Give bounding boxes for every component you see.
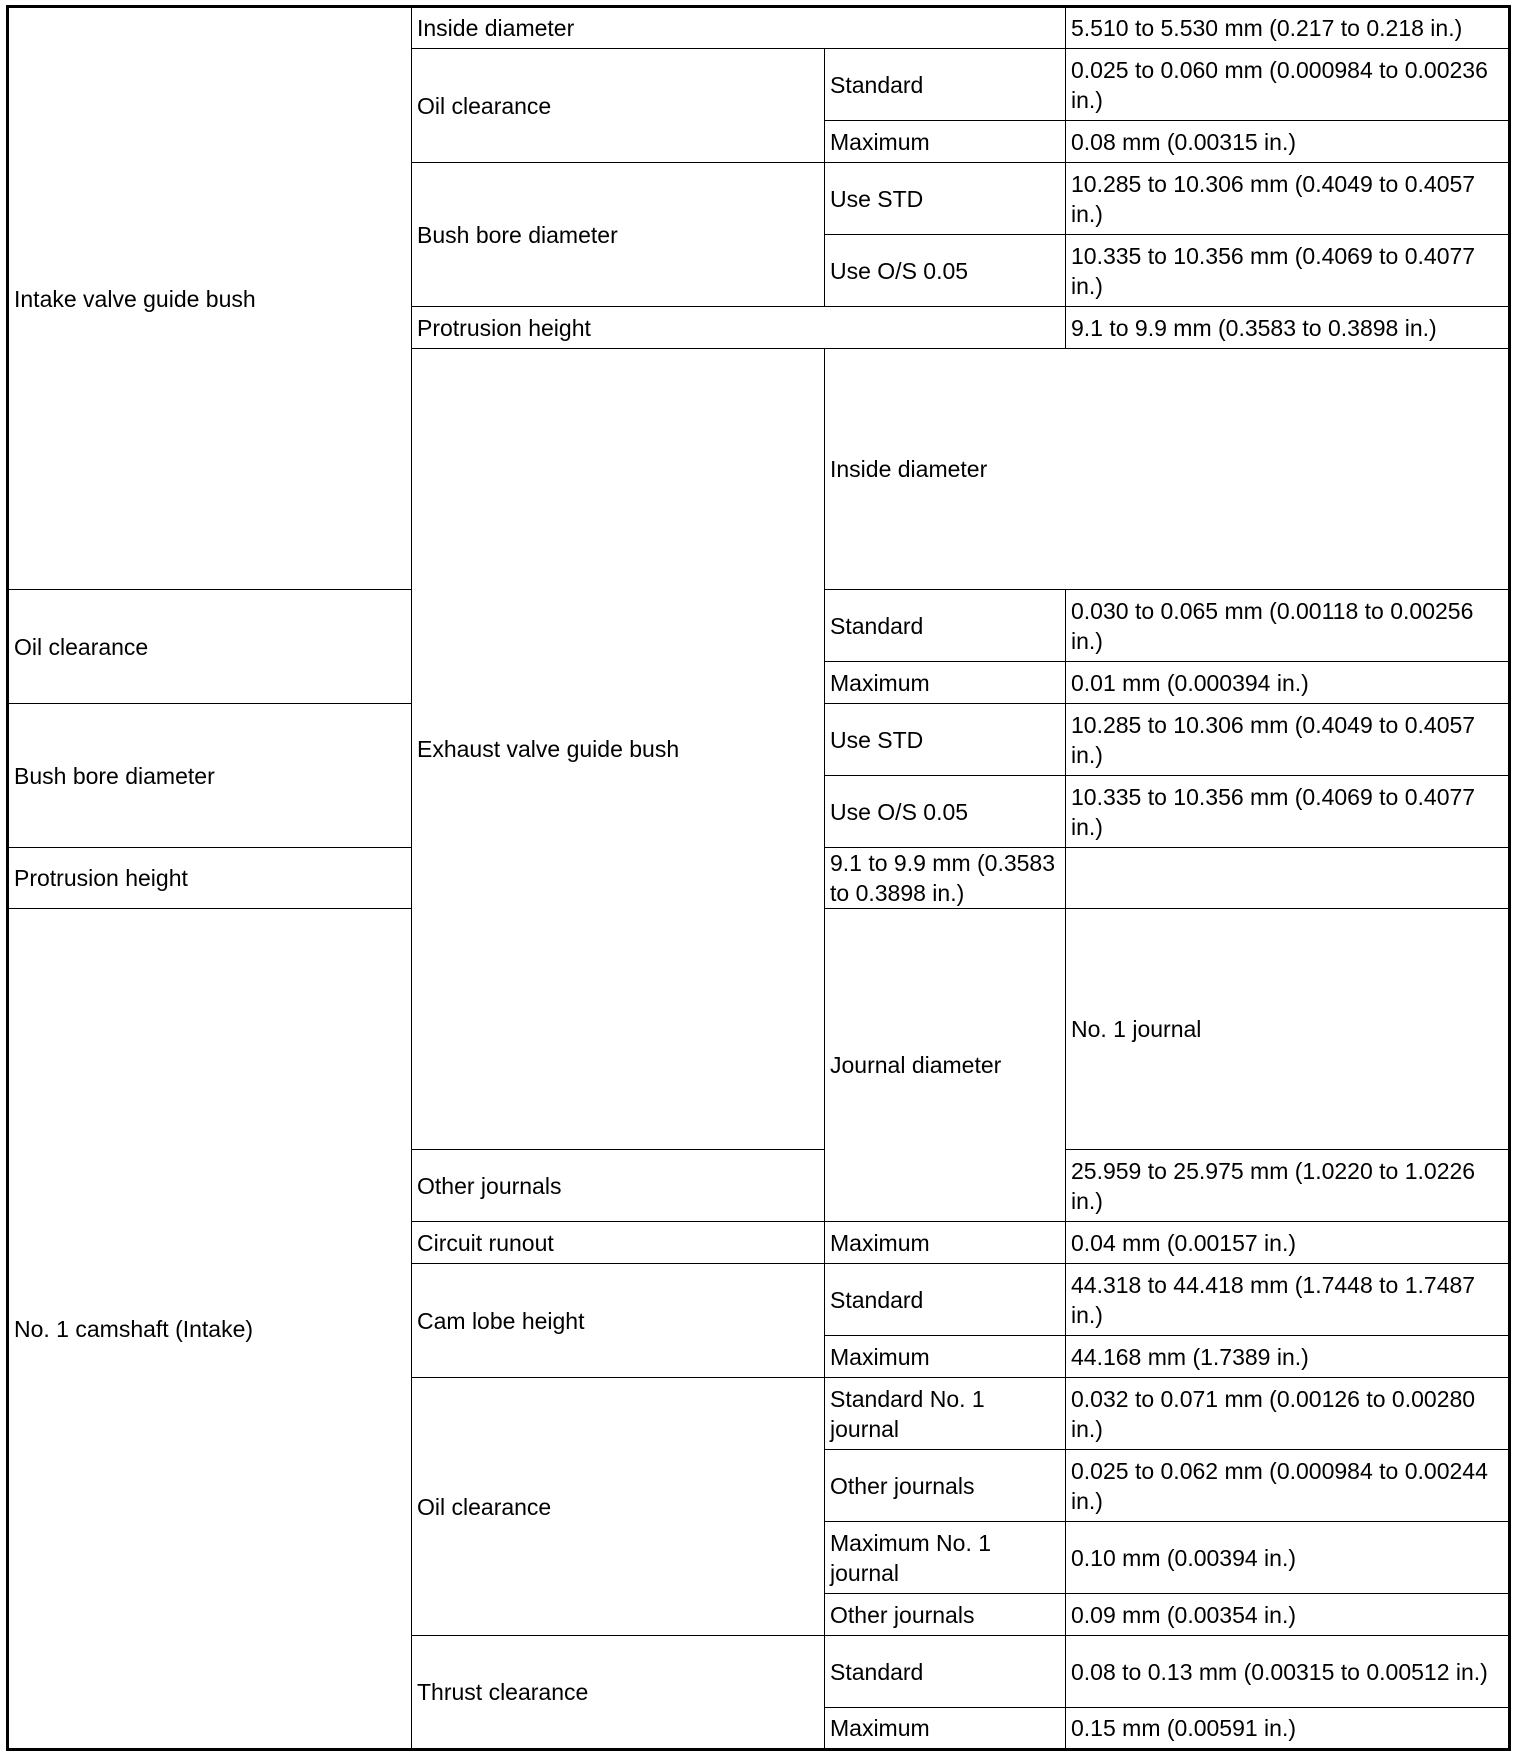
spec-value: 0.10 mm (0.00394 in.) <box>1066 1522 1510 1594</box>
item-label: Oil clearance <box>412 1378 825 1636</box>
item-label: Circuit runout <box>412 1222 825 1264</box>
spec-value: 5.510 to 5.530 mm (0.217 to 0.218 in.) <box>1066 7 1510 49</box>
condition-label: Use O/S 0.05 <box>825 235 1066 307</box>
condition-label: Maximum No. 1 journal <box>825 1522 1066 1594</box>
spec-value: 0.15 mm (0.00591 in.) <box>1066 1708 1510 1750</box>
item-label: Inside diameter <box>412 7 1066 49</box>
item-label: Journal diameter <box>825 909 1066 1222</box>
condition-label: Use O/S 0.05 <box>825 776 1066 848</box>
spec-value: 0.025 to 0.060 mm (0.000984 to 0.00236 in.) <box>1066 49 1510 121</box>
spec-value: 44.168 mm (1.7389 in.) <box>1066 1336 1510 1378</box>
spec-value: 10.335 to 10.356 mm (0.4069 to 0.4077 in.) <box>1066 776 1510 848</box>
section-label: No. 1 camshaft (Intake) <box>8 909 412 1750</box>
spec-value: 10.335 to 10.356 mm (0.4069 to 0.4077 in.) <box>1066 235 1510 307</box>
condition-label: Maximum <box>825 1708 1066 1750</box>
condition-label: Standard No. 1 journal <box>825 1378 1066 1450</box>
condition-label: Standard <box>825 49 1066 121</box>
item-label: Thrust clearance <box>412 1636 825 1750</box>
spec-value: 0.032 to 0.071 mm (0.00126 to 0.00280 in.) <box>1066 1378 1510 1450</box>
spec-value: 0.01 mm (0.000394 in.) <box>1066 662 1510 704</box>
spec-table <box>6 5 1511 1751</box>
condition-label: Use STD <box>825 163 1066 235</box>
condition-label: Maximum <box>825 1222 1066 1264</box>
condition-label: Maximum <box>825 1336 1066 1378</box>
item-label: Inside diameter <box>825 349 1510 590</box>
spec-value: 0.08 to 0.13 mm (0.00315 to 0.00512 in.) <box>1066 1636 1510 1708</box>
spec-value: 25.959 to 25.975 mm (1.0220 to 1.0226 in.) <box>1066 1150 1510 1222</box>
item-label: Protrusion height <box>412 307 1066 349</box>
spec-value: 9.1 to 9.9 mm (0.3583 to 0.3898 in.) <box>1066 307 1510 349</box>
item-label: Bush bore diameter <box>412 163 825 307</box>
condition-label: Maximum <box>825 662 1066 704</box>
condition-label: Use STD <box>825 704 1066 776</box>
item-label: Bush bore diameter <box>8 704 412 848</box>
condition-label: No. 1 journal <box>1066 909 1510 1150</box>
condition-label: Standard <box>825 1264 1066 1336</box>
table-row <box>8 848 1510 909</box>
condition-label: Other journals <box>825 1594 1066 1636</box>
spec-value: 0.030 to 0.065 mm (0.00118 to 0.00256 in.) <box>1066 590 1510 662</box>
condition-label: Other journals <box>825 1450 1066 1522</box>
spec-value: 44.318 to 44.418 mm (1.7448 to 1.7487 in.) <box>1066 1264 1510 1336</box>
spec-value: 10.285 to 10.306 mm (0.4049 to 0.4057 in.) <box>1066 704 1510 776</box>
condition-label: Other journals <box>412 1150 825 1222</box>
item-label: Cam lobe height <box>412 1264 825 1378</box>
item-label: Oil clearance <box>8 590 412 704</box>
section-label: Exhaust valve guide bush <box>412 349 825 1150</box>
spec-value: 0.09 mm (0.00354 in.) <box>1066 1594 1510 1636</box>
spec-value: 0.025 to 0.062 mm (0.000984 to 0.00244 in.) <box>1066 1450 1510 1522</box>
spec-value: 0.04 mm (0.00157 in.) <box>1066 1222 1510 1264</box>
spec-value: 0.08 mm (0.00315 in.) <box>1066 121 1510 163</box>
item-label: Protrusion height <box>8 848 825 909</box>
section-label: Intake valve guide bush <box>8 7 412 590</box>
condition-label: Standard <box>825 590 1066 662</box>
table-row <box>8 7 1510 49</box>
condition-label: Standard <box>825 1636 1066 1708</box>
spec-value: 10.285 to 10.306 mm (0.4049 to 0.4057 in.) <box>1066 163 1510 235</box>
item-label: Oil clearance <box>412 49 825 163</box>
spec-value: 9.1 to 9.9 mm (0.3583 to 0.3898 in.) <box>825 848 1066 909</box>
condition-label: Maximum <box>825 121 1066 163</box>
